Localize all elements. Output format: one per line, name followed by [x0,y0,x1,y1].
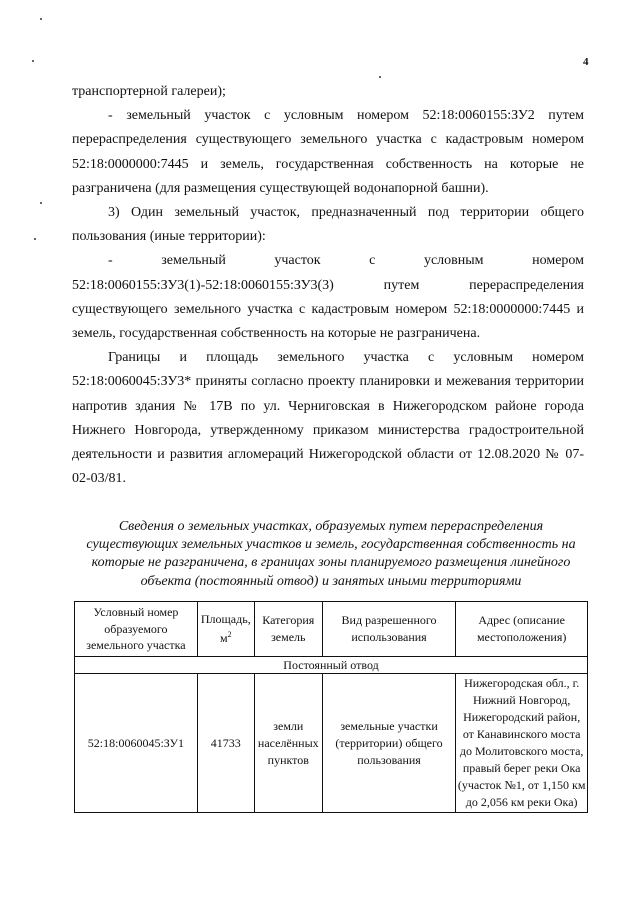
header-use: Вид разрешенного использования [322,602,456,657]
page-number: 4 [583,56,589,68]
cell-category: земли населённых пунктов [254,674,322,813]
scan-speck [40,202,42,204]
header-area [197,602,254,657]
section-label: Постоянный отвод [75,656,588,674]
scan-speck [32,60,34,62]
cell-use: земельные участки (территории) общего пользования [322,674,456,813]
scan-speck [34,238,36,240]
scan-speck [379,76,381,78]
header-area-label: Площадь, м [200,611,251,646]
table-section-row [75,656,588,674]
cell-area: 41733 [197,674,254,813]
table-title: Сведения о земельных участках, образуемых путем перераспределения существующих земельных участков и земель, государственная собственность на которые не разграничена, в границах зоны планируемого размещения линейного объекта (постоянный отвод) и занятых иными территориями [86,519,576,589]
table-row [75,674,588,813]
header-area-unit-sup: 2 [227,630,232,640]
paragraph-plot-zu2: - земельный участок с условным номером 52:18:0060155:ЗУ2 путем перераспределения существующего земельного участка с кадастровым номером 52:18:0000000:7445 и земель, государственная собственность на которые не разграничена (для размещения существующей водонапорной башни). [72,108,584,196]
header-number: Условный номер образуемого земельного участка [75,602,198,657]
scan-speck [40,18,42,20]
paragraph-boundaries: Границы и площадь земельного участка с условным номером 52:18:0060045:ЗУ3* приняты согласно проекту планировки и межевания территории напротив здания № 17В по ул. Черниговская в Нижегородском районе города Нижнего Новгорода, утвержденному приказом министерства градостроительной деятельности и развития агломераций Нижегородской области от 12.08.2020 № 07-02-03/81. [72,350,584,487]
header-address: Адрес (описание местоположения) [456,602,588,657]
land-plots-table [74,601,588,813]
paragraph-item-3: 3) Один земельный участок, предназначенный под территории общего пользования (иные территории): [72,205,584,245]
paragraph-plot-zu3: - земельный участок с условным номером 52:18:0060155:ЗУ3(1)-52:18:0060155:ЗУ3(3) путем перераспределения существующего земельного участка с кадастровым номером 52:18:0000000:7445 и земель, государственная собственность на которые не разграничена. [72,253,584,342]
body-text [72,80,584,491]
header-category: Категория земель [254,602,322,657]
cell-address: Нижегородская обл., г. Нижний Новгород, Нижегородский район, от Канавинского моста до Молитовского моста, правый берег реки Ока (участок №1, от 1,150 км до 2,056 км реки Ока) [456,674,588,813]
paragraph-continuation: транспортерной галереи); [72,84,226,99]
table-header-row [75,602,588,657]
cell-number: 52:18:0060045:ЗУ1 [75,674,198,813]
